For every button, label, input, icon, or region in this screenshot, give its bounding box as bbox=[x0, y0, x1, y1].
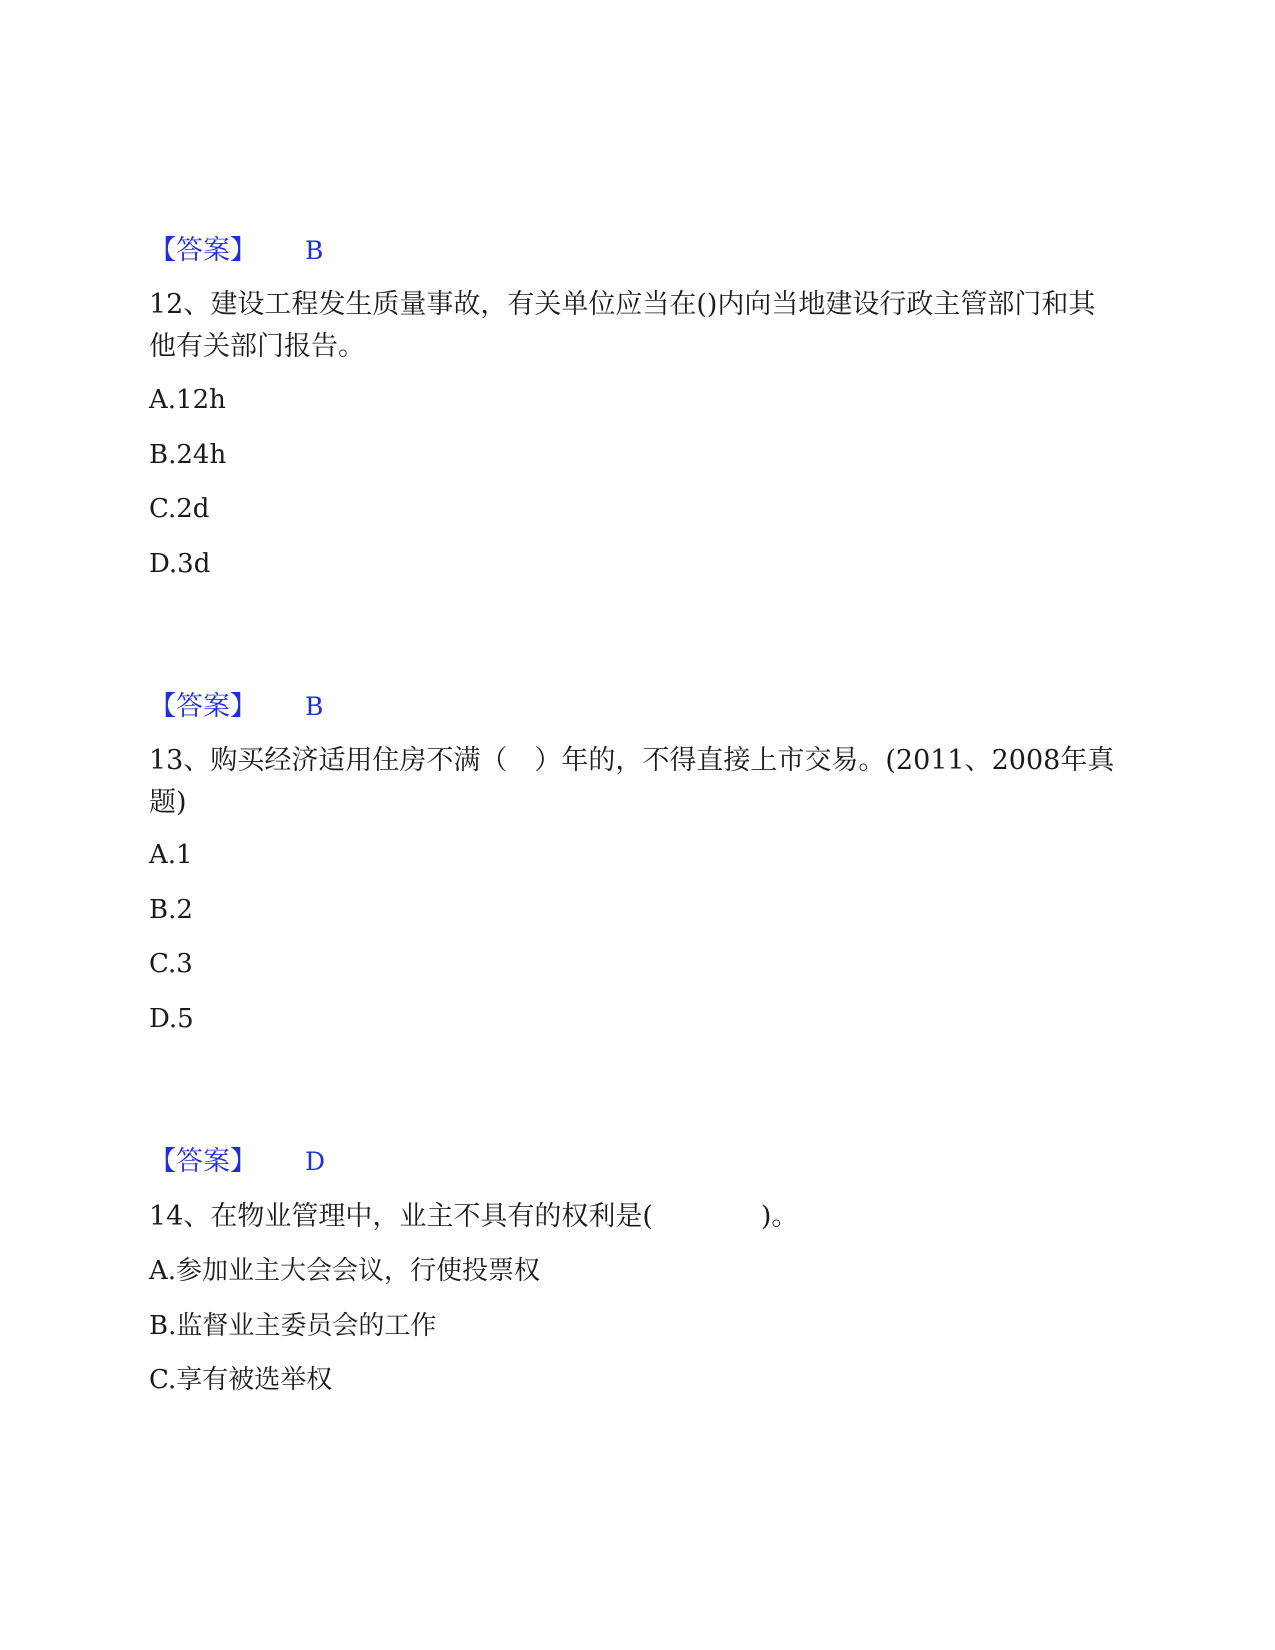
answer-value: D bbox=[305, 1147, 326, 1176]
question-text: 13、购买经济适用住房不满（ ）年的，不得直接上市交易。(2011、2008年真题) bbox=[149, 745, 1115, 818]
answer-label: 【答案】 bbox=[149, 1146, 257, 1177]
answer-line bbox=[149, 1141, 325, 1183]
answer-line bbox=[149, 230, 323, 272]
option-d: D.5 bbox=[149, 1004, 194, 1034]
option-b: B.监督业主委员会的工作 bbox=[149, 1311, 437, 1341]
option-a: A.12h bbox=[149, 385, 226, 415]
option-d: D.3d bbox=[149, 549, 211, 579]
option-a: A.1 bbox=[149, 840, 193, 870]
option-c: C.3 bbox=[149, 949, 193, 979]
answer-value: B bbox=[305, 692, 324, 721]
question-text: 12、建设工程发生质量事故，有关单位应当在()内向当地建设行政主管部门和其他有关部门报告。 bbox=[149, 289, 1096, 362]
question-text: 14、在物业管理中，业主不具有的权利是( )。 bbox=[149, 1201, 799, 1232]
answer-value: B bbox=[305, 236, 324, 265]
option-b: B.24h bbox=[149, 440, 227, 470]
option-c: C.享有被选举权 bbox=[149, 1365, 333, 1395]
option-b: B.2 bbox=[149, 895, 193, 925]
answer-line bbox=[149, 686, 323, 728]
option-a: A.参加业主大会会议，行使投票权 bbox=[149, 1256, 541, 1286]
option-c: C.2d bbox=[149, 494, 210, 524]
answer-label: 【答案】 bbox=[149, 691, 257, 722]
answer-label: 【答案】 bbox=[149, 235, 257, 266]
